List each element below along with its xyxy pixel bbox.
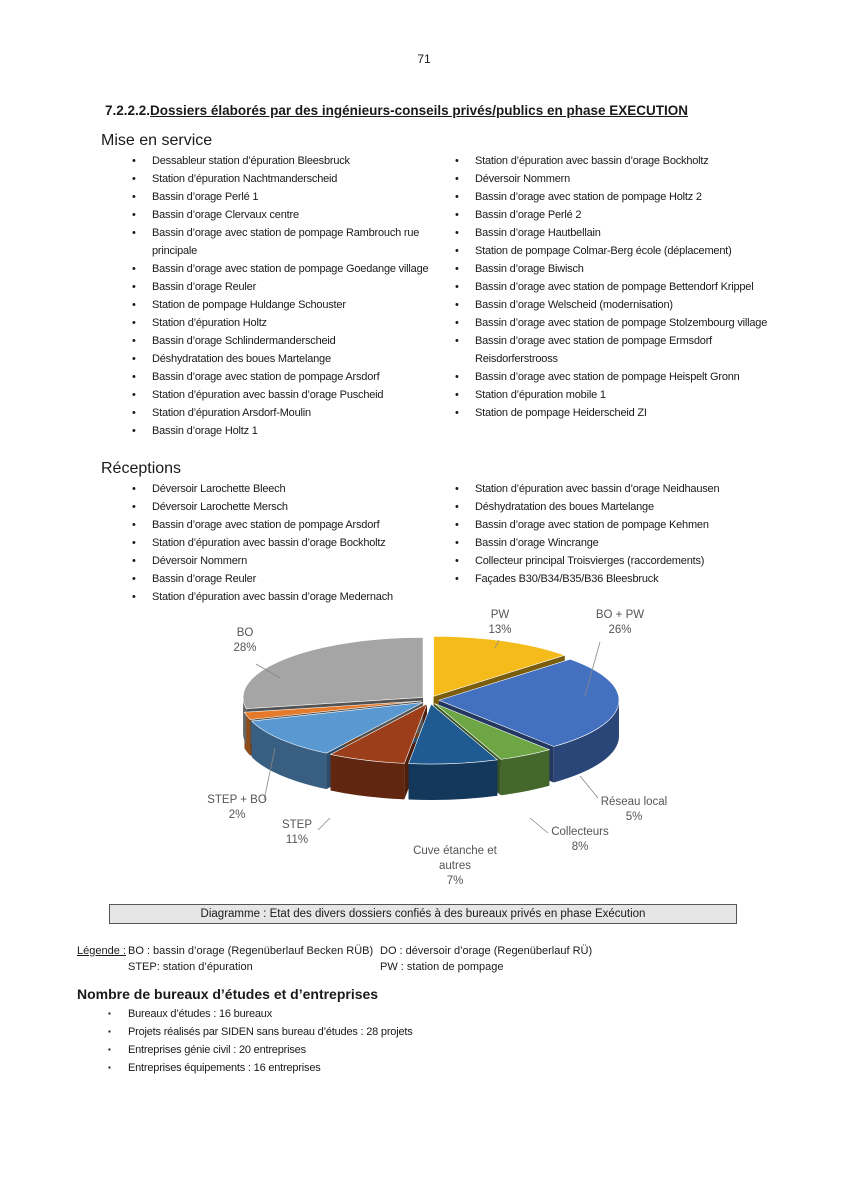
list-item: • Bassin d’orage Schlindermanderscheid: [152, 332, 452, 350]
section-number: 7.2.2.2.: [105, 103, 151, 118]
legend-label: Légende :: [77, 945, 126, 957]
list-item: • Bassin d’orage Reuler: [152, 570, 452, 588]
pie-chart: [180, 608, 680, 898]
nombre-list: [128, 1005, 528, 1077]
list-item: • Station d’épuration mobile 1: [475, 386, 795, 404]
pie-leader-line: [580, 776, 598, 798]
list-item: • Station d’épuration avec bassin d’orage Bockholtz: [475, 152, 795, 170]
list-item: • Déversoir Nommern: [475, 170, 795, 188]
list-item: • Bassin d’orage avec station de pompage Arsdorf: [152, 516, 452, 534]
receptions-heading: Réceptions: [101, 460, 182, 477]
list-item: • Déversoir Larochette Bleech: [152, 480, 452, 498]
pie-slice-label: BO + PW 26%: [595, 609, 645, 636]
list-item: • Bassin d’orage avec station de pompage Bettendorf Krippel: [475, 278, 795, 296]
mise-en-service-right-list: [475, 152, 795, 422]
pie-slice-label: Collecteurs 8%: [551, 826, 609, 853]
legend-item-do: DO : déversoir d’orage (Regenüberlauf RÜ): [380, 945, 593, 957]
section-title: Dossiers élaborés par des ingénieurs-conseils privés/publics en phase EXECUTION: [150, 103, 688, 118]
pie-slice-side: [409, 760, 498, 800]
list-item: • Station d’épuration avec bassin d’orage Bockholtz: [152, 534, 452, 552]
list-item: • Station d’épuration avec bassin d’orage Medernach: [152, 588, 452, 606]
list-item: • Station de pompage Colmar-Berg école (déplacement): [475, 242, 795, 260]
legend-item-step: STEP: station d’épuration: [128, 961, 253, 973]
page-number: 71: [417, 52, 431, 66]
legend-item-pw: PW : station de pompage: [380, 961, 504, 973]
legend-left: [128, 943, 373, 975]
receptions-right-list: [475, 480, 795, 588]
mise-en-service-left-list: [152, 152, 452, 440]
list-item: • Station d’épuration Holtz: [152, 314, 452, 332]
pie-slice-label: STEP 11%: [281, 819, 313, 846]
list-item: • Bassin d’orage Holtz 1: [152, 422, 452, 440]
list-item: • Façades B30/B34/B35/B36 Bleesbruck: [475, 570, 795, 588]
list-item-text: Bassin d’orage avec station de pompage Rambrouch rue: [152, 227, 420, 239]
pie-slice-label: Cuve étanche et autres 7%: [413, 845, 497, 887]
list-item: • Station d’épuration avec bassin d’orage Neidhausen: [475, 480, 795, 498]
pie-slice-label: PW 13%: [488, 609, 512, 636]
pie-slice-label: BO 28%: [233, 627, 257, 654]
list-item: • Station de pompage Huldange Schouster: [152, 296, 452, 314]
list-item: • Bassin d’orage avec station de pompage Stolzembourg village: [475, 314, 795, 332]
list-item: ▪ Entreprises équipements : 16 entreprises: [128, 1059, 528, 1077]
pie-slice: [243, 637, 423, 708]
list-item: ▪ Bureaux d’études : 16 bureaux: [128, 1005, 528, 1023]
list-item: • Déversoir Larochette Mersch: [152, 498, 452, 516]
list-item: • Station de pompage Heiderscheid ZI: [475, 404, 795, 422]
list-item: • Dessableur station d’épuration Bleesbruck: [152, 152, 452, 170]
list-item: • Bassin d’orage avec station de pompage Holtz 2: [475, 188, 795, 206]
list-item: • Bassin d’orage Wincrange: [475, 534, 795, 552]
list-item: • Collecteur principal Troisvierges (raccordements): [475, 552, 795, 570]
list-item: • Station d’épuration Nachtmanderscheid: [152, 170, 452, 188]
list-item-continuation: principale: [152, 245, 198, 257]
list-item: ▪ Projets réalisés par SIDEN sans bureau d’études : 28 projets: [128, 1023, 528, 1041]
list-item-text: Bassin d’orage avec station de pompage Ermsdorf: [475, 335, 713, 347]
list-item: • Station d’épuration avec bassin d’orage Puscheid: [152, 386, 452, 404]
list-item: • Déshydratation des boues Martelange: [152, 350, 452, 368]
list-item: ▪ Entreprises génie civil : 20 entreprises: [128, 1041, 528, 1059]
nombre-heading: Nombre de bureaux d’études et d’entreprises: [77, 986, 379, 1002]
list-item: • Bassin d’orage avec station de pompage Heispelt Gronn: [475, 368, 795, 386]
list-item: • Bassin d’orage Perlé 1: [152, 188, 452, 206]
pie-chart-svg: [180, 608, 680, 898]
list-item: • Bassin d’orage Clervaux centre: [152, 206, 452, 224]
list-item: • Bassin d’orage Biwisch: [475, 260, 795, 278]
list-item: • Bassin d’orage avec station de pompage Arsdorf: [152, 368, 452, 386]
pie-slice-label: Réseau local 5%: [600, 796, 668, 823]
list-item: [152, 224, 452, 260]
list-item: • Bassin d’orage Welscheid (modernisation): [475, 296, 795, 314]
pie-slice-label: STEP + BO 2%: [207, 794, 267, 821]
mise-en-service-heading: Mise en service: [101, 132, 213, 149]
pie-leader-line: [318, 818, 330, 830]
list-item-continuation: Reisdorferstrooss: [475, 353, 558, 365]
chart-caption: Diagramme : Etat des divers dossiers confiés à des bureaux privés en phase Exécution: [109, 904, 737, 924]
section-heading: [105, 103, 688, 118]
legend-right: [380, 943, 592, 975]
list-item: • Station d’épuration Arsdorf-Moulin: [152, 404, 452, 422]
list-item: • Bassin d’orage Perlé 2: [475, 206, 795, 224]
legend-item-bo: BO : bassin d’orage (Regenüberlauf Becken RÜB): [128, 945, 374, 957]
list-item: • Bassin d’orage avec station de pompage Kehmen: [475, 516, 795, 534]
list-item: • Déshydratation des boues Martelange: [475, 498, 795, 516]
list-item: • Bassin d’orage avec station de pompage Goedange village: [152, 260, 452, 278]
receptions-left-list: [152, 480, 452, 606]
pie-leader-line: [530, 818, 548, 833]
list-item: • Déversoir Nommern: [152, 552, 452, 570]
list-item: [475, 332, 795, 368]
list-item: • Bassin d’orage Hautbellain: [475, 224, 795, 242]
list-item: • Bassin d’orage Reuler: [152, 278, 452, 296]
